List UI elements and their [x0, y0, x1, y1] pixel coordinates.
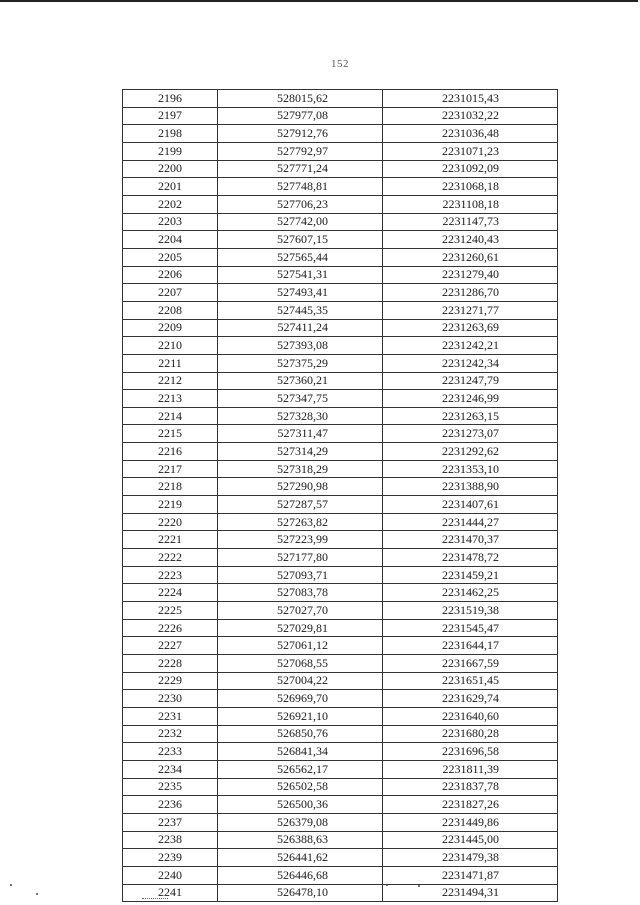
y-coordinate-cell: 2231629,74: [383, 690, 558, 708]
point-number-cell: 2240: [123, 866, 218, 884]
x-coordinate-cell: 527771,24: [218, 160, 383, 178]
y-coordinate-cell: 2231263,15: [383, 407, 558, 425]
point-number-cell: 2223: [123, 566, 218, 584]
table-row: [123, 884, 558, 902]
y-coordinate-cell: 2231640,60: [383, 707, 558, 725]
point-number-cell: 2220: [123, 513, 218, 531]
scan-mark: [142, 898, 168, 900]
y-coordinate-cell: 2231279,40: [383, 266, 558, 284]
table-row: [123, 725, 558, 743]
table-row: [123, 531, 558, 549]
x-coordinate-cell: 526379,08: [218, 813, 383, 831]
point-number-cell: 2226: [123, 619, 218, 637]
x-coordinate-cell: 527318,29: [218, 460, 383, 478]
table-row: [123, 107, 558, 125]
y-coordinate-cell: 2231827,26: [383, 796, 558, 814]
table-row: [123, 178, 558, 196]
x-coordinate-cell: 526502,58: [218, 778, 383, 796]
point-number-cell: 2230: [123, 690, 218, 708]
point-number-cell: 2229: [123, 672, 218, 690]
table-row: [123, 284, 558, 302]
point-number-cell: 2206: [123, 266, 218, 284]
x-coordinate-cell: 526446,68: [218, 866, 383, 884]
x-coordinate-cell: 527792,97: [218, 142, 383, 160]
table-row: [123, 319, 558, 337]
y-coordinate-cell: 2231032,22: [383, 107, 558, 125]
table-row: [123, 390, 558, 408]
x-coordinate-cell: 526921,10: [218, 707, 383, 725]
point-number-cell: 2222: [123, 549, 218, 567]
point-number-cell: 2201: [123, 178, 218, 196]
y-coordinate-cell: 2231240,43: [383, 231, 558, 249]
y-coordinate-cell: 2231680,28: [383, 725, 558, 743]
table-row: [123, 690, 558, 708]
point-number-cell: 2203: [123, 213, 218, 231]
x-coordinate-cell: 526388,63: [218, 831, 383, 849]
point-number-cell: 2209: [123, 319, 218, 337]
point-number-cell: 2204: [123, 231, 218, 249]
x-coordinate-cell: 526478,10: [218, 884, 383, 902]
y-coordinate-cell: 2231494,31: [383, 884, 558, 902]
x-coordinate-cell: 527493,41: [218, 284, 383, 302]
point-number-cell: 2198: [123, 125, 218, 143]
y-coordinate-cell: 2231449,86: [383, 813, 558, 831]
table-row: [123, 707, 558, 725]
y-coordinate-cell: 2231651,45: [383, 672, 558, 690]
y-coordinate-cell: 2231459,21: [383, 566, 558, 584]
point-number-cell: 2208: [123, 301, 218, 319]
y-coordinate-cell: 2231242,34: [383, 354, 558, 372]
y-coordinate-cell: 2231811,39: [383, 760, 558, 778]
y-coordinate-cell: 2231470,37: [383, 531, 558, 549]
table-row: [123, 655, 558, 673]
x-coordinate-cell: 527541,31: [218, 266, 383, 284]
table-row: [123, 160, 558, 178]
point-number-cell: 2237: [123, 813, 218, 831]
point-number-cell: 2228: [123, 655, 218, 673]
point-number-cell: 2239: [123, 849, 218, 867]
y-coordinate-cell: 2231545,47: [383, 619, 558, 637]
table-row: [123, 248, 558, 266]
point-number-cell: 2238: [123, 831, 218, 849]
x-coordinate-cell: 526969,70: [218, 690, 383, 708]
point-number-cell: 2202: [123, 195, 218, 213]
point-number-cell: 2210: [123, 337, 218, 355]
x-coordinate-cell: 526500,36: [218, 796, 383, 814]
y-coordinate-cell: 2231071,23: [383, 142, 558, 160]
scan-speck: [36, 893, 38, 895]
table-row: [123, 549, 558, 567]
point-number-cell: 2196: [123, 90, 218, 108]
x-coordinate-cell: 527912,76: [218, 125, 383, 143]
x-coordinate-cell: 526841,34: [218, 743, 383, 761]
x-coordinate-cell: 527004,22: [218, 672, 383, 690]
y-coordinate-cell: 2231388,90: [383, 478, 558, 496]
point-number-cell: 2232: [123, 725, 218, 743]
point-number-cell: 2199: [123, 142, 218, 160]
table-row: [123, 619, 558, 637]
x-coordinate-cell: 527223,99: [218, 531, 383, 549]
table-row: [123, 337, 558, 355]
table-row: [123, 584, 558, 602]
table-row: [123, 478, 558, 496]
x-coordinate-cell: 526562,17: [218, 760, 383, 778]
point-number-cell: 2236: [123, 796, 218, 814]
y-coordinate-cell: 2231108,18: [383, 195, 558, 213]
table-row: [123, 142, 558, 160]
x-coordinate-cell: 527375,29: [218, 354, 383, 372]
point-number-cell: 2216: [123, 443, 218, 461]
point-number-cell: 2200: [123, 160, 218, 178]
table-row: [123, 372, 558, 390]
x-coordinate-cell: 527290,98: [218, 478, 383, 496]
point-number-cell: 2224: [123, 584, 218, 602]
point-number-cell: 2217: [123, 460, 218, 478]
y-coordinate-cell: 2231286,70: [383, 284, 558, 302]
point-number-cell: 2207: [123, 284, 218, 302]
x-coordinate-cell: 527742,00: [218, 213, 383, 231]
coordinates-table-body: [123, 90, 558, 902]
table-row: [123, 743, 558, 761]
x-coordinate-cell: 527347,75: [218, 390, 383, 408]
table-row: [123, 354, 558, 372]
point-number-cell: 2219: [123, 496, 218, 514]
y-coordinate-cell: 2231353,10: [383, 460, 558, 478]
table-row: [123, 849, 558, 867]
point-number-cell: 2214: [123, 407, 218, 425]
y-coordinate-cell: 2231263,69: [383, 319, 558, 337]
table-row: [123, 407, 558, 425]
y-coordinate-cell: 2231519,38: [383, 602, 558, 620]
page-number: 152: [331, 58, 349, 70]
x-coordinate-cell: 528015,62: [218, 90, 383, 108]
y-coordinate-cell: 2231667,59: [383, 655, 558, 673]
x-coordinate-cell: 527083,78: [218, 584, 383, 602]
x-coordinate-cell: 527748,81: [218, 178, 383, 196]
x-coordinate-cell: 527977,08: [218, 107, 383, 125]
point-number-cell: 2197: [123, 107, 218, 125]
table-row: [123, 866, 558, 884]
y-coordinate-cell: 2231068,18: [383, 178, 558, 196]
y-coordinate-cell: 2231462,25: [383, 584, 558, 602]
table-row: [123, 813, 558, 831]
x-coordinate-cell: 527314,29: [218, 443, 383, 461]
point-number-cell: 2211: [123, 354, 218, 372]
table-row: [123, 213, 558, 231]
table-row: [123, 672, 558, 690]
y-coordinate-cell: 2231260,61: [383, 248, 558, 266]
table-row: [123, 90, 558, 108]
y-coordinate-cell: 2231242,21: [383, 337, 558, 355]
table-row: [123, 266, 558, 284]
y-coordinate-cell: 2231092,09: [383, 160, 558, 178]
scan-speck: [418, 885, 420, 887]
x-coordinate-cell: 527029,81: [218, 619, 383, 637]
x-coordinate-cell: 526441,62: [218, 849, 383, 867]
scan-speck: [386, 884, 388, 886]
table-row: [123, 637, 558, 655]
y-coordinate-cell: 2231036,48: [383, 125, 558, 143]
point-number-cell: 2233: [123, 743, 218, 761]
table-row: [123, 195, 558, 213]
y-coordinate-cell: 2231445,00: [383, 831, 558, 849]
table-row: [123, 796, 558, 814]
y-coordinate-cell: 2231246,99: [383, 390, 558, 408]
x-coordinate-cell: 527061,12: [218, 637, 383, 655]
y-coordinate-cell: 2231292,62: [383, 443, 558, 461]
table-row: [123, 831, 558, 849]
point-number-cell: 2235: [123, 778, 218, 796]
x-coordinate-cell: 527393,08: [218, 337, 383, 355]
y-coordinate-cell: 2231837,78: [383, 778, 558, 796]
point-number-cell: 2205: [123, 248, 218, 266]
point-number-cell: 2213: [123, 390, 218, 408]
point-number-cell: 2241: [123, 884, 218, 902]
y-coordinate-cell: 2231271,77: [383, 301, 558, 319]
coordinates-table: [122, 89, 558, 902]
table-row: [123, 513, 558, 531]
y-coordinate-cell: 2231471,87: [383, 866, 558, 884]
point-number-cell: 2215: [123, 425, 218, 443]
scan-speck: [10, 884, 12, 886]
x-coordinate-cell: 527311,47: [218, 425, 383, 443]
y-coordinate-cell: 2231273,07: [383, 425, 558, 443]
y-coordinate-cell: 2231407,61: [383, 496, 558, 514]
x-coordinate-cell: 527565,44: [218, 248, 383, 266]
y-coordinate-cell: 2231444,27: [383, 513, 558, 531]
x-coordinate-cell: 527287,57: [218, 496, 383, 514]
point-number-cell: 2218: [123, 478, 218, 496]
table-row: [123, 231, 558, 249]
table-row: [123, 125, 558, 143]
y-coordinate-cell: 2231247,79: [383, 372, 558, 390]
x-coordinate-cell: 527445,35: [218, 301, 383, 319]
table-row: [123, 602, 558, 620]
y-coordinate-cell: 2231696,58: [383, 743, 558, 761]
x-coordinate-cell: 526850,76: [218, 725, 383, 743]
point-number-cell: 2221: [123, 531, 218, 549]
y-coordinate-cell: 2231479,38: [383, 849, 558, 867]
table-row: [123, 460, 558, 478]
x-coordinate-cell: 527411,24: [218, 319, 383, 337]
y-coordinate-cell: 2231015,43: [383, 90, 558, 108]
x-coordinate-cell: 527068,55: [218, 655, 383, 673]
x-coordinate-cell: 527263,82: [218, 513, 383, 531]
x-coordinate-cell: 527360,21: [218, 372, 383, 390]
x-coordinate-cell: 527607,15: [218, 231, 383, 249]
point-number-cell: 2227: [123, 637, 218, 655]
table-row: [123, 443, 558, 461]
x-coordinate-cell: 527706,23: [218, 195, 383, 213]
table-row: [123, 496, 558, 514]
point-number-cell: 2231: [123, 707, 218, 725]
y-coordinate-cell: 2231147,73: [383, 213, 558, 231]
y-coordinate-cell: 2231478,72: [383, 549, 558, 567]
point-number-cell: 2225: [123, 602, 218, 620]
table-row: [123, 760, 558, 778]
x-coordinate-cell: 527328,30: [218, 407, 383, 425]
x-coordinate-cell: 527177,80: [218, 549, 383, 567]
table-row: [123, 778, 558, 796]
page-top-border: [0, 0, 638, 4]
y-coordinate-cell: 2231644,17: [383, 637, 558, 655]
table-row: [123, 566, 558, 584]
x-coordinate-cell: 527027,70: [218, 602, 383, 620]
table-row: [123, 301, 558, 319]
point-number-cell: 2234: [123, 760, 218, 778]
point-number-cell: 2212: [123, 372, 218, 390]
x-coordinate-cell: 527093,71: [218, 566, 383, 584]
table-row: [123, 425, 558, 443]
